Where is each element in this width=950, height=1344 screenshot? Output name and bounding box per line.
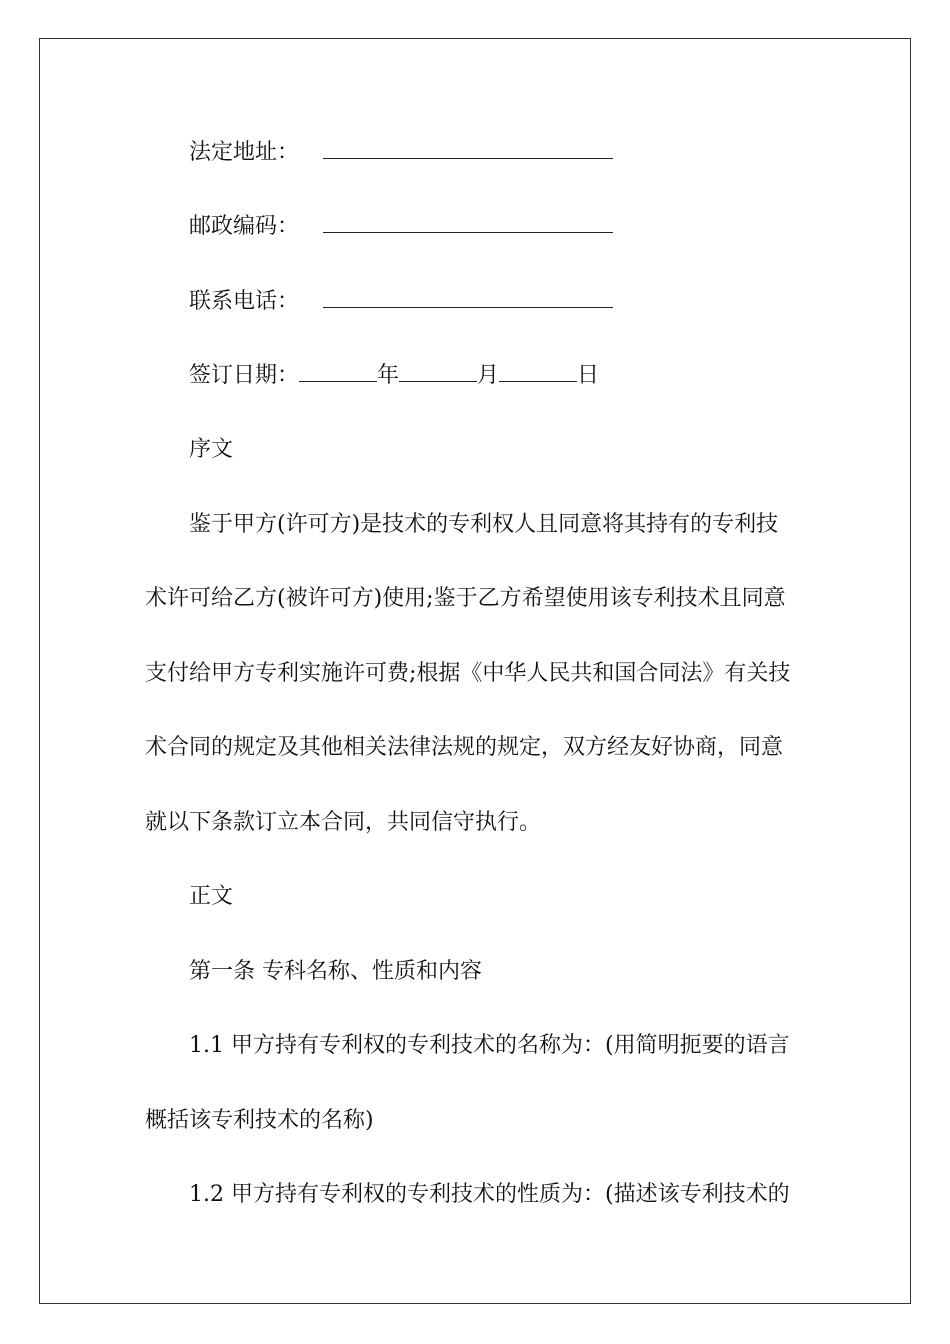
preamble-line: 术许可给乙方(被许可方)使用;鉴于乙方希望使用该专利技术且同意 bbox=[145, 586, 786, 611]
phone-label: 联系电话： bbox=[189, 289, 300, 314]
preamble-line: 鉴于甲方(许可方)是技术的专利权人且同意将其持有的专利技 bbox=[189, 512, 779, 537]
phone-row bbox=[189, 287, 613, 317]
date-row bbox=[189, 361, 599, 391]
preamble-line: 支付给甲方专利实施许可费;根据《中华人民共和国合同法》有关技 bbox=[145, 661, 791, 686]
article-1-title: 第一条 专科名称、性质和内容 bbox=[189, 959, 482, 984]
body-heading: 正文 bbox=[189, 884, 234, 909]
address-row bbox=[189, 138, 613, 168]
preamble-heading: 序文 bbox=[189, 437, 234, 462]
postcode-label: 邮政编码： bbox=[189, 214, 300, 239]
preamble-line: 术合同的规定及其他相关法律法规的规定，双方经友好协商，同意 bbox=[145, 735, 784, 760]
month-blank[interactable] bbox=[399, 361, 477, 382]
year-blank[interactable] bbox=[299, 361, 377, 382]
phone-blank[interactable] bbox=[323, 287, 613, 308]
address-label: 法定地址： bbox=[189, 140, 300, 165]
day-label: 日 bbox=[577, 363, 600, 388]
clause-1-2: 1.2 甲方持有专利权的专利技术的性质为：(描述该专利技术的 bbox=[189, 1182, 790, 1207]
month-label: 月 bbox=[477, 363, 500, 388]
day-blank[interactable] bbox=[499, 361, 577, 382]
date-label: 签订日期： bbox=[189, 363, 300, 388]
year-label: 年 bbox=[377, 363, 400, 388]
postcode-blank[interactable] bbox=[323, 212, 613, 233]
preamble-line: 就以下条款订立本合同，共同信守执行。 bbox=[145, 810, 542, 835]
address-blank[interactable] bbox=[323, 138, 613, 159]
clause-1-1-continued: 概括该专利技术的名称) bbox=[145, 1108, 374, 1133]
postcode-row bbox=[189, 212, 613, 242]
clause-1-1: 1.1 甲方持有专利权的专利技术的名称为：(用简明扼要的语言 bbox=[189, 1033, 790, 1058]
